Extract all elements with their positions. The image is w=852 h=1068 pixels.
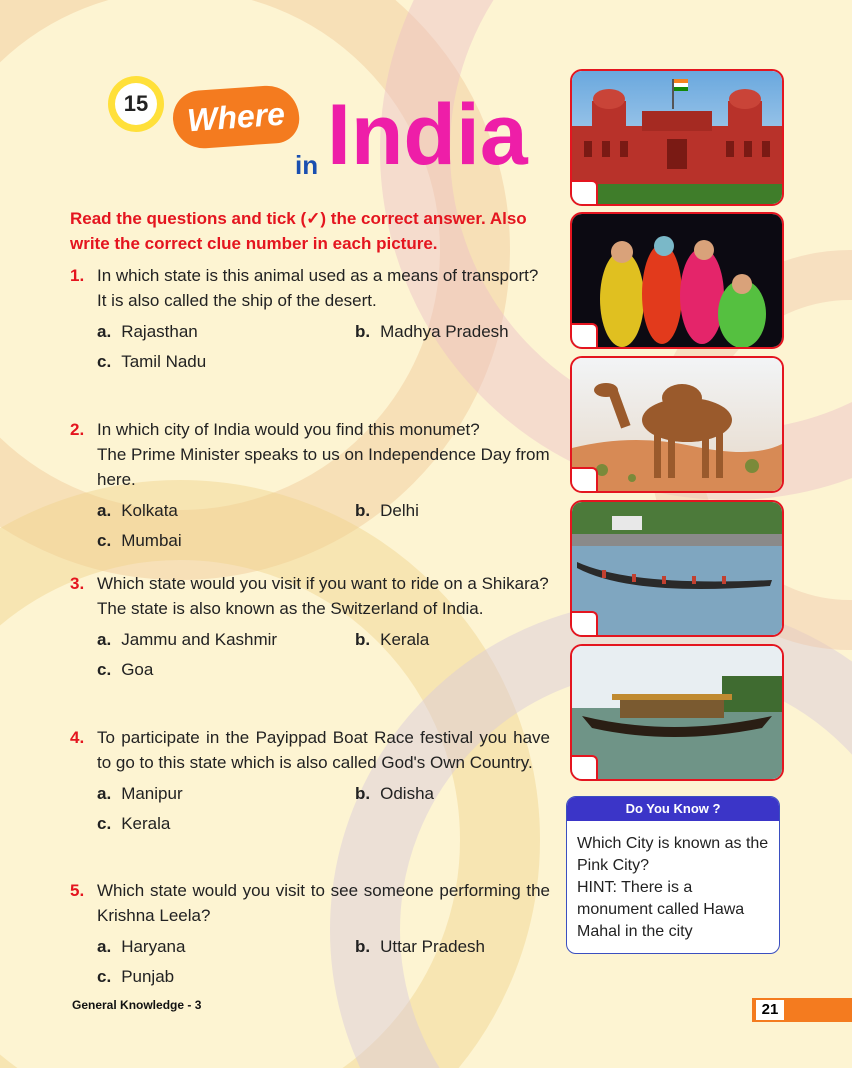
question-4 <box>70 725 550 839</box>
shikara-illustration <box>572 646 782 779</box>
clue-number-box[interactable] <box>572 180 598 204</box>
options-row <box>97 347 550 377</box>
option-c[interactable]: c. Mumbai <box>97 531 182 550</box>
photo-krishna-leela <box>570 212 784 349</box>
option-c[interactable]: c. Tamil Nadu <box>97 352 207 371</box>
question-number: 5. <box>70 881 85 900</box>
options-row <box>97 625 550 655</box>
option-b[interactable]: b. Delhi <box>355 501 419 520</box>
options-row <box>97 779 550 809</box>
title-in: in <box>295 150 319 180</box>
boat-race-illustration <box>572 502 782 635</box>
title-india: India <box>327 87 528 183</box>
question-number: 3. <box>70 574 85 593</box>
option-c[interactable]: c. Kerala <box>97 814 171 833</box>
photo-camel <box>570 356 784 493</box>
question-text: In which city of India would you find this monumet? <box>97 420 480 439</box>
question-2 <box>70 417 550 556</box>
clue-number-box[interactable] <box>572 467 598 491</box>
camel-illustration <box>572 358 782 491</box>
option-a[interactable]: a. Haryana <box>97 937 186 956</box>
page-number: 21 <box>756 1000 784 1020</box>
chapter-number: 15 <box>115 83 157 125</box>
options-row <box>97 962 550 992</box>
photo-red-fort <box>570 69 784 206</box>
option-b[interactable]: b. Uttar Pradesh <box>355 937 485 956</box>
dancers-illustration <box>572 214 782 347</box>
option-a[interactable]: a. Kolkata <box>97 501 178 520</box>
option-b[interactable]: b. Madhya Pradesh <box>355 322 509 341</box>
option-b[interactable]: b. Kerala <box>355 630 430 649</box>
question-text: Which state would you visit to see someone performing the Krishna Leela? <box>97 881 550 925</box>
photo-shikara <box>570 644 784 781</box>
question-3 <box>70 571 550 685</box>
option-a[interactable]: a. Jammu and Kashmir <box>97 630 278 649</box>
chapter-number-badge <box>108 76 164 132</box>
question-number: 2. <box>70 420 85 439</box>
page-number-bar <box>752 998 852 1022</box>
options-row <box>97 655 550 685</box>
photo-boat-race <box>570 500 784 637</box>
question-extra: It is also called the ship of the desert. <box>97 291 377 310</box>
question-1 <box>70 263 550 377</box>
options-row <box>97 809 550 839</box>
question-number: 4. <box>70 728 85 747</box>
question-extra: The state is also known as the Switzerland of India. <box>97 599 484 618</box>
question-number: 1. <box>70 266 85 285</box>
chapter-title <box>105 70 555 190</box>
clue-number-box[interactable] <box>572 611 598 635</box>
option-b[interactable]: b. Odisha <box>355 784 434 803</box>
question-text: Which state would you visit if you want to ride on a Shikara? <box>97 574 549 593</box>
option-c[interactable]: c. Goa <box>97 660 154 679</box>
option-c[interactable]: c. Punjab <box>97 967 175 986</box>
options-row <box>97 526 550 556</box>
question-text: In which state is this animal used as a means of transport? <box>97 266 539 285</box>
option-a[interactable]: a. Manipur <box>97 784 183 803</box>
question-5 <box>70 878 550 992</box>
options-row <box>97 932 550 962</box>
options-row <box>97 496 550 526</box>
clue-number-box[interactable] <box>572 323 598 347</box>
options-row <box>97 317 550 347</box>
clue-number-box[interactable] <box>572 755 598 779</box>
book-title-footer: General Knowledge - 3 <box>72 998 202 1012</box>
instructions: Read the questions and tick (✓) the correct answer. Also write the correct clue number in each picture. <box>70 209 527 253</box>
option-a[interactable]: a. Rajasthan <box>97 322 198 341</box>
question-text: To participate in the Payippad Boat Race festival you have to go to this state which is also called God's Own Country. <box>97 728 550 772</box>
question-extra: The Prime Minister speaks to us on Independence Day from here. <box>97 445 550 489</box>
did-you-know-box <box>566 796 780 954</box>
did-you-know-title: Do You Know ? <box>567 797 779 821</box>
title-where-bubble: Where <box>171 84 301 151</box>
did-you-know-question: Which City is known as the Pink City? <box>577 835 769 874</box>
red-fort-illustration <box>572 71 782 204</box>
did-you-know-hint: HINT: There is a monument called Hawa Mahal in the city <box>577 879 745 940</box>
